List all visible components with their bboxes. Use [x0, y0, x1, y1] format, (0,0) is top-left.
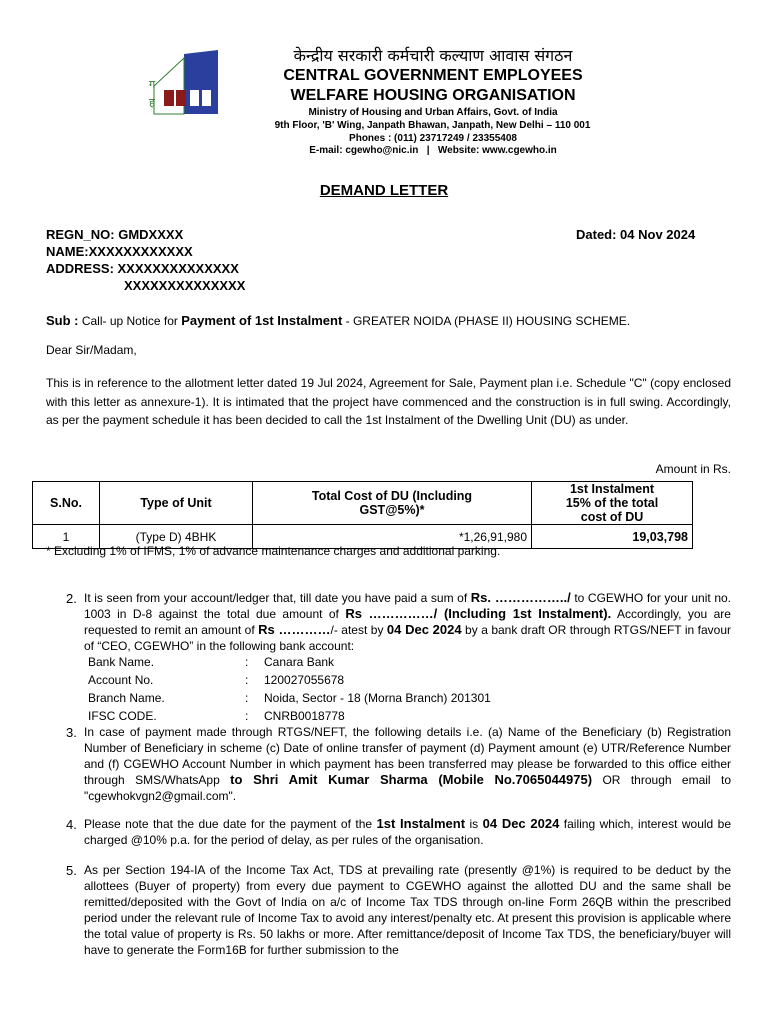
- para4-b1: 1st Instalment: [376, 816, 466, 831]
- office-address: 9th Floor, 'B' Wing, Janpath Bhawan, Janpath, New Delhi – 110 001: [274, 120, 591, 131]
- cell-first-instalment: 19,03,798: [532, 525, 693, 549]
- para3-b1: to Shri Amit Kumar Sharma (Mobile No.7065044975): [230, 772, 593, 787]
- intro-paragraph: This is in reference to the allotment letter dated 19 Jul 2024, Agreement for Sale, Payment plan i.e. Schedule "C" (copy enclosed with this letter as annexure-1). It is intimated that the project have commenced and the construction is in full swing. Accordingly, as per the payment schedule it has been decided to call the 1st Instalment of the Dwelling Unit (DU) as under.: [46, 376, 731, 427]
- para4-number: 4.: [66, 817, 77, 832]
- para5-t1: As per Section 194-IA of the Income Tax Act, TDS at prevailing rate (presently @1%) is required to be deduct by the allottees (Buyer of property) from every due payment to CGEWHO against the allotted DU and the same shall be remitted/deposited with the Govt of India on a/c of Income Tax TDS through on-line Form 26QB within the prescribed period under the relevant rule of Income Tax to avoid any interest/penalty etc. At present this provision is applicable where the total value of property is Rs. 50 lakhs or more. After remittance/deposit of Income Tax TDS, the beneficiary/buyer will have to generate the Form16B for further submission to the: [84, 863, 731, 957]
- bank-value: CNRB0018778: [264, 709, 345, 723]
- header-sno: S.No.: [33, 482, 100, 525]
- bank-label: IFSC CODE.: [88, 709, 157, 723]
- subject-bold: Payment of 1st Instalment: [181, 313, 343, 328]
- phone-numbers: Phones : (011) 23717249 / 23355408: [349, 133, 517, 144]
- bank-label: Branch Name.: [88, 691, 165, 705]
- du-cost-table: [32, 481, 693, 549]
- bank-colon: :: [245, 709, 249, 723]
- para4-text: [84, 816, 731, 848]
- para5-text: [84, 862, 731, 958]
- subject-line: [46, 313, 630, 328]
- svg-text:ग: ग: [149, 78, 156, 91]
- para2-b1: Rs. ……………../: [470, 590, 571, 605]
- bank-colon: :: [245, 655, 249, 669]
- org-name-line1: CENTRAL GOVERNMENT EMPLOYEES: [283, 67, 583, 84]
- para2-t5: by a bank draft OR through RTGS/NEFT in favour of “CEO, CGEWHO” in the following bank account:: [84, 623, 732, 653]
- salutation: Dear Sir/Madam,: [46, 343, 137, 357]
- para2-b2: Rs ……………/ (Including 1st Instalment).: [345, 606, 612, 621]
- recipient-name: NAME:XXXXXXXXXXXX: [46, 244, 193, 259]
- bank-label: Account No.: [88, 673, 154, 687]
- ministry-line: Ministry of Housing and Urban Affairs, Govt. of India: [308, 107, 558, 118]
- org-name-line2: WELFARE HOUSING ORGANISATION: [290, 87, 576, 104]
- contact-line: E-mail: cgewho@nic.in | Website: www.cgewho.in: [309, 145, 557, 156]
- para2-b4: 04 Dec 2024: [386, 622, 462, 637]
- para2-t4: /- atest by: [330, 623, 387, 637]
- para2-t2: to CGEWHO for your unit no. 1003 in D-8 against the total due amount of: [84, 591, 731, 621]
- letter-date: Dated: 04 Nov 2024: [576, 227, 696, 242]
- recipient-address-line1: ADDRESS: XXXXXXXXXXXXXX: [46, 261, 239, 276]
- para4-b2: 04 Dec 2024: [482, 816, 560, 831]
- table-footnote: * Excluding 1% of IFMS, 1% of advance maintenance charges and additional parking.: [46, 544, 501, 558]
- header-unit-type: Type of Unit: [100, 482, 253, 525]
- bank-value: Noida, Sector - 18 (Morna Branch) 201301: [264, 691, 491, 705]
- para3-text: [84, 724, 731, 804]
- para4-t3: failing which, interest would be charged @10% p.a. for the period of delay, as per rules of the organisation.: [84, 817, 732, 847]
- bank-row-name: [88, 653, 491, 671]
- bank-row-account: [88, 671, 491, 689]
- bank-colon: :: [245, 673, 249, 687]
- bank-label: Bank Name.: [88, 655, 155, 669]
- bank-colon: :: [245, 691, 249, 705]
- para2-b3: Rs …………: [258, 622, 331, 637]
- subject-post: - GREATER NOIDA (PHASE II) HOUSING SCHEME.: [342, 314, 631, 328]
- cell-unit-type: (Type D) 4BHK: [100, 525, 253, 549]
- cell-sno: 1: [33, 525, 100, 549]
- regn-number: REGN_NO: GMDXXXX: [46, 227, 184, 242]
- bank-details: [88, 653, 491, 725]
- para2-number: 2.: [66, 591, 77, 606]
- header-total-cost: Total Cost of DU (Including GST@5%)*: [253, 482, 532, 525]
- para2-t1: It is seen from your account/ledger that, till date you have paid a sum of: [84, 591, 471, 605]
- cgewho-logo: [146, 48, 222, 118]
- para3-number: 3.: [66, 725, 77, 740]
- bank-row-ifsc: [88, 707, 491, 725]
- para4-t2: is: [465, 817, 483, 831]
- recipient-address-line2: XXXXXXXXXXXXXX: [124, 278, 246, 293]
- para2-t3: Accordingly, you are requested to remit an amount of: [84, 607, 731, 637]
- para5-number: 5.: [66, 863, 77, 878]
- bank-value: Canara Bank: [264, 655, 335, 669]
- para2-text: [84, 590, 731, 654]
- subject-pre: Call- up Notice for: [78, 314, 182, 328]
- header-first-instalment: 1st Instalment 15% of the total cost of DU: [532, 482, 693, 525]
- para3-t2: OR through email to "cgewhokvgn2@gmail.com".: [84, 773, 731, 803]
- subject-label: Sub :: [46, 313, 79, 328]
- bank-row-branch: [88, 689, 491, 707]
- amount-note: Amount in Rs.: [655, 462, 731, 476]
- cell-total-cost: *1,26,91,980: [253, 525, 532, 549]
- svg-text:ह: ह: [149, 96, 155, 109]
- bank-value: 120027055678: [264, 673, 345, 687]
- table-header-row: [33, 482, 693, 525]
- para4-t1: Please note that the due date for the payment of the: [84, 817, 377, 831]
- org-name-hindi: केन्द्रीय सरकारी कर्मचारी कल्याण आवास संगठन: [293, 46, 573, 65]
- page-title: DEMAND LETTER: [319, 182, 449, 199]
- para3-t1: In case of payment made through RTGS/NEFT, the following details i.e. (a) Name of the Beneficiary (b) Registration Number of Beneficiary in scheme (c) Date of online transfer of payment (d) Payment amount (e) UTR/Reference Number and (f) CGEWHO Account Number in which payment has been transferred may please be forwarded to this office either through SMS/WhatsApp: [84, 725, 731, 787]
